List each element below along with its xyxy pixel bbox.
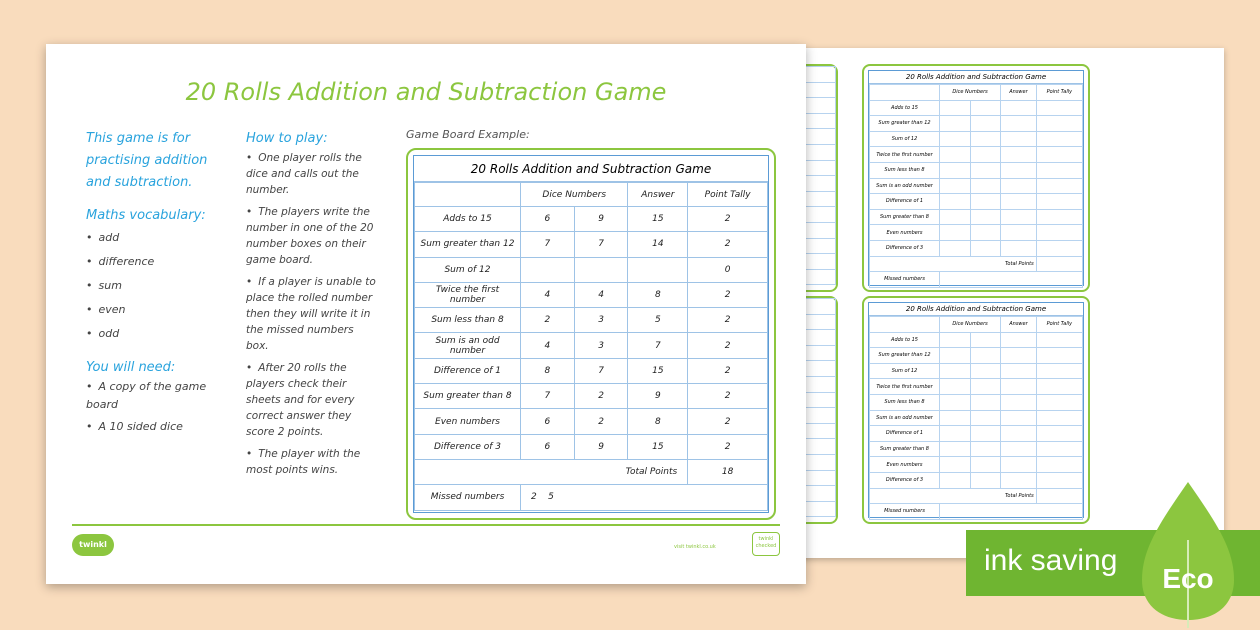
mini-total-label: Total Points: [870, 488, 1037, 504]
mini-empty-cell: [970, 147, 1001, 163]
dice-number-2: 7: [574, 358, 628, 383]
dice-number-2: 3: [574, 333, 628, 358]
dice-number-1: 6: [521, 409, 575, 434]
mini-empty-cell: [1036, 131, 1082, 147]
vocab-item: • odd: [86, 322, 226, 346]
twinkl-logo: twinkl: [72, 534, 114, 556]
mini-empty-cell: [970, 131, 1001, 147]
mini-empty-cell: [1036, 348, 1082, 364]
table-row: [415, 257, 768, 282]
mini-missed-row: [870, 272, 1083, 288]
mini-empty-cell: [1036, 240, 1082, 256]
table-row: [415, 434, 768, 459]
mini-empty-cell: [1001, 363, 1037, 379]
mini-table-row: [870, 131, 1083, 147]
table-row: [415, 384, 768, 409]
header-cell: Point Tally: [688, 183, 768, 207]
header-cell: Dice Numbers: [521, 183, 628, 207]
mini-row-label: Adds to 15: [870, 332, 940, 348]
row-label: Difference of 3: [415, 434, 521, 459]
needs-item: • A 10 sided dice: [86, 418, 226, 436]
table-row: [415, 232, 768, 257]
dice-number-2: [574, 257, 628, 282]
mini-empty-cell: [1001, 147, 1037, 163]
mini-row-label: Sum is an odd number: [870, 178, 940, 194]
mini-empty-cell: [970, 240, 1001, 256]
mini-table-row: [870, 225, 1083, 241]
mini-empty-cell: [1001, 348, 1037, 364]
missed-row: [415, 485, 768, 510]
missed-values: 2 5: [521, 485, 768, 510]
vocab-heading: Maths vocabulary:: [86, 208, 206, 223]
dice-number-2: 2: [574, 384, 628, 409]
mini-table-row: [870, 410, 1083, 426]
answer-cell: 7: [628, 333, 688, 358]
mini-empty-cell: [940, 472, 971, 488]
mini-empty-cell: [940, 272, 1083, 288]
footer-divider: [72, 524, 780, 526]
mini-empty-cell: [940, 504, 1083, 520]
answer-cell: [628, 257, 688, 282]
mini-row-label: Difference of 3: [870, 472, 940, 488]
mini-table-row: [870, 332, 1083, 348]
mini-empty-cell: [940, 332, 971, 348]
mini-header-row: [870, 317, 1083, 333]
answer-cell: 15: [628, 207, 688, 232]
mini-empty-cell: [1036, 363, 1082, 379]
mini-empty-cell: [1036, 147, 1082, 163]
mini-empty-cell: [940, 131, 971, 147]
mini-empty-cell: [970, 332, 1001, 348]
mini-board-title: 20 Rolls Addition and Subtraction Game: [869, 71, 1083, 84]
ink-saving-label: ink saving: [984, 544, 1118, 577]
mini-empty-cell: [1036, 394, 1082, 410]
answer-cell: 8: [628, 282, 688, 307]
mini-table-row: [870, 240, 1083, 256]
dice-number-1: 4: [521, 333, 575, 358]
mini-empty-cell: [1001, 100, 1037, 116]
mini-empty-cell: [1036, 256, 1082, 272]
dice-number-2: 9: [574, 207, 628, 232]
mini-row-label: Difference of 1: [870, 426, 940, 442]
table-row: [415, 282, 768, 307]
mini-empty-cell: [1001, 225, 1037, 241]
mini-empty-cell: [940, 100, 971, 116]
mini-row-label: Sum greater than 12: [870, 116, 940, 132]
mini-empty-cell: [940, 209, 971, 225]
footer-url: visit twinkl.co.uk: [674, 544, 716, 550]
dice-number-2: 9: [574, 434, 628, 459]
mini-empty-cell: [1036, 116, 1082, 132]
answer-cell: 14: [628, 232, 688, 257]
vocab-item: • sum: [86, 274, 226, 298]
mini-row-label: Sum less than 8: [870, 394, 940, 410]
howto-heading: How to play:: [246, 131, 328, 146]
mini-table-row: [870, 116, 1083, 132]
mini-row-label: Twice the first number: [870, 379, 940, 395]
mini-row-label: Difference of 1: [870, 194, 940, 210]
total-label: Total Points: [415, 459, 688, 484]
total-value: 18: [688, 459, 768, 484]
table-row: [415, 358, 768, 383]
mini-empty-cell: [1001, 131, 1037, 147]
row-label: Sum greater than 8: [415, 384, 521, 409]
mini-empty-cell: [1036, 472, 1082, 488]
mini-empty-cell: [1036, 379, 1082, 395]
mini-header-row: [870, 85, 1083, 101]
mini-empty-cell: [970, 363, 1001, 379]
mini-row-label: Sum greater than 12: [870, 348, 940, 364]
mini-empty-cell: [970, 116, 1001, 132]
checked-badge: twinkl checked: [752, 532, 780, 556]
answer-cell: 15: [628, 434, 688, 459]
mini-header-cell: Point Tally: [1036, 85, 1082, 101]
mini-empty-cell: [940, 379, 971, 395]
mini-empty-cell: [1036, 488, 1082, 504]
mini-header-cell: [870, 85, 940, 101]
mini-missed-label: Missed numbers: [870, 272, 940, 288]
mini-empty-cell: [1036, 332, 1082, 348]
mini-table-row: [870, 457, 1083, 473]
dice-number-1: 7: [521, 384, 575, 409]
mini-empty-cell: [1001, 441, 1037, 457]
mini-row-label: Adds to 15: [870, 100, 940, 116]
mini-empty-cell: [1001, 209, 1037, 225]
mini-empty-cell: [940, 394, 971, 410]
eco-leaf-icon: [1138, 480, 1238, 630]
mini-empty-cell: [940, 348, 971, 364]
mini-empty-cell: [1036, 162, 1082, 178]
table-row: [415, 409, 768, 434]
mini-empty-cell: [1036, 225, 1082, 241]
mini-empty-cell: [1001, 379, 1037, 395]
mini-table-row: [870, 348, 1083, 364]
mini-empty-cell: [940, 410, 971, 426]
mini-total-label: Total Points: [870, 256, 1037, 272]
mini-row-label: Sum of 12: [870, 131, 940, 147]
mini-empty-cell: [940, 240, 971, 256]
mini-empty-cell: [970, 441, 1001, 457]
mini-missed-row: [870, 504, 1083, 520]
mini-row-label: Sum greater than 8: [870, 209, 940, 225]
mini-empty-cell: [1001, 240, 1037, 256]
mini-empty-cell: [970, 379, 1001, 395]
row-label: Sum greater than 12: [415, 232, 521, 257]
mini-empty-cell: [970, 348, 1001, 364]
dice-number-1: 2: [521, 308, 575, 333]
mini-total-row: [870, 256, 1083, 272]
tally-cell: 2: [688, 282, 768, 307]
dice-number-1: 4: [521, 282, 575, 307]
game-board: [406, 148, 776, 520]
mini-empty-cell: [940, 194, 971, 210]
step-item: • If a player is unable to place the rolled number then they will write it in the missed numbers box.: [246, 274, 376, 354]
mini-table-row: [870, 162, 1083, 178]
vocab-item: • difference: [86, 250, 226, 274]
table-row: [415, 333, 768, 358]
mini-empty-cell: [1036, 178, 1082, 194]
mini-game-board-bottom: [862, 296, 1090, 524]
mini-table-row: [870, 441, 1083, 457]
row-label: Sum is an odd number: [415, 333, 521, 358]
row-label: Adds to 15: [415, 207, 521, 232]
mini-empty-cell: [1001, 472, 1037, 488]
mini-empty-cell: [970, 472, 1001, 488]
mini-empty-cell: [1036, 410, 1082, 426]
mini-table-row: [870, 209, 1083, 225]
mini-table-row: [870, 194, 1083, 210]
mini-empty-cell: [1036, 426, 1082, 442]
mini-header-cell: Answer: [1001, 317, 1037, 333]
row-label: Even numbers: [415, 409, 521, 434]
mini-empty-cell: [940, 426, 971, 442]
mini-empty-cell: [1001, 178, 1037, 194]
eco-leaf-text: Eco: [1162, 563, 1214, 594]
step-item: • One player rolls the dice and calls out the number.: [246, 150, 376, 198]
dice-number-1: 6: [521, 434, 575, 459]
mini-empty-cell: [970, 426, 1001, 442]
board-example-label: Game Board Example:: [406, 128, 530, 141]
vocab-item: • even: [86, 298, 226, 322]
info-column: [86, 128, 226, 440]
tally-cell: 2: [688, 358, 768, 383]
answer-cell: 8: [628, 409, 688, 434]
mini-empty-cell: [1001, 426, 1037, 442]
mini-empty-cell: [940, 178, 971, 194]
mini-row-label: Even numbers: [870, 225, 940, 241]
step-item: • The players write the number in one of the 20 number boxes on their game board.: [246, 204, 376, 268]
mini-empty-cell: [1001, 116, 1037, 132]
dice-number-2: 3: [574, 308, 628, 333]
mini-empty-cell: [1001, 410, 1037, 426]
board-title: 20 Rolls Addition and Subtraction Game: [414, 156, 768, 182]
mini-empty-cell: [940, 441, 971, 457]
mini-empty-cell: [1036, 194, 1082, 210]
answer-cell: 9: [628, 384, 688, 409]
mini-empty-cell: [940, 225, 971, 241]
mini-empty-cell: [970, 457, 1001, 473]
tally-cell: 2: [688, 333, 768, 358]
mini-row-label: Sum of 12: [870, 363, 940, 379]
tally-cell: 2: [688, 308, 768, 333]
mini-empty-cell: [970, 162, 1001, 178]
mini-row-label: Difference of 3: [870, 240, 940, 256]
dice-number-1: 6: [521, 207, 575, 232]
mini-empty-cell: [1036, 209, 1082, 225]
mini-header-cell: Point Tally: [1036, 317, 1082, 333]
tally-cell: 2: [688, 409, 768, 434]
mini-table-row: [870, 178, 1083, 194]
tally-cell: 2: [688, 384, 768, 409]
mini-header-cell: Dice Numbers: [940, 317, 1001, 333]
mini-empty-cell: [1001, 332, 1037, 348]
mini-empty-cell: [940, 147, 971, 163]
mini-table-row: [870, 100, 1083, 116]
mini-table-row: [870, 147, 1083, 163]
tally-cell: 2: [688, 434, 768, 459]
dice-number-1: 8: [521, 358, 575, 383]
mini-header-cell: Dice Numbers: [940, 85, 1001, 101]
mini-table-row: [870, 379, 1083, 395]
table-row: [415, 207, 768, 232]
howto-column: [246, 128, 376, 484]
dice-number-1: [521, 257, 575, 282]
mini-empty-cell: [970, 194, 1001, 210]
mini-empty-cell: [970, 225, 1001, 241]
answer-cell: 5: [628, 308, 688, 333]
table-row: [415, 308, 768, 333]
mini-row-label: Sum less than 8: [870, 162, 940, 178]
mini-empty-cell: [970, 100, 1001, 116]
mini-empty-cell: [940, 457, 971, 473]
total-row: [415, 459, 768, 484]
mini-game-board-top: [862, 64, 1090, 292]
front-worksheet: [46, 44, 806, 584]
mini-missed-label: Missed numbers: [870, 504, 940, 520]
mini-empty-cell: [970, 410, 1001, 426]
tally-cell: 0: [688, 257, 768, 282]
answer-cell: 15: [628, 358, 688, 383]
mini-table-row: [870, 472, 1083, 488]
tally-cell: 2: [688, 232, 768, 257]
header-cell: Answer: [628, 183, 688, 207]
row-label: Sum of 12: [415, 257, 521, 282]
steps-list: [246, 150, 376, 478]
mini-empty-cell: [1001, 162, 1037, 178]
vocab-list: [86, 226, 226, 346]
mini-empty-cell: [1036, 457, 1082, 473]
mini-empty-cell: [940, 363, 971, 379]
mini-header-cell: Answer: [1001, 85, 1037, 101]
intro-text: This game is for practising addition and subtraction.: [86, 131, 208, 190]
step-item: • After 20 rolls the players check their sheets and for every correct answer they score 2 points.: [246, 360, 376, 440]
needs-item: • A copy of the game board: [86, 378, 226, 414]
mini-table-row: [870, 394, 1083, 410]
vocab-item: • add: [86, 226, 226, 250]
mini-row-label: Even numbers: [870, 457, 940, 473]
mini-empty-cell: [940, 162, 971, 178]
mini-empty-cell: [940, 116, 971, 132]
needs-list: [86, 378, 226, 436]
needs-heading: You will need:: [86, 360, 176, 375]
dice-number-1: 7: [521, 232, 575, 257]
row-label: Sum less than 8: [415, 308, 521, 333]
mini-empty-cell: [1036, 441, 1082, 457]
mini-empty-cell: [970, 178, 1001, 194]
mini-row-label: Sum is an odd number: [870, 410, 940, 426]
mini-table-row: [870, 363, 1083, 379]
table-header-row: [415, 183, 768, 207]
dice-number-2: 4: [574, 282, 628, 307]
mini-empty-cell: [1001, 394, 1037, 410]
mini-row-label: Sum greater than 8: [870, 441, 940, 457]
mini-row-label: Twice the first number: [870, 147, 940, 163]
mini-empty-cell: [970, 394, 1001, 410]
dice-number-2: 2: [574, 409, 628, 434]
game-table: [414, 182, 768, 511]
step-item: • The player with the most points wins.: [246, 446, 376, 478]
mini-empty-cell: [1001, 194, 1037, 210]
page-title: 20 Rolls Addition and Subtraction Game: [185, 78, 667, 106]
row-label: Twice the first number: [415, 282, 521, 307]
mini-total-row: [870, 488, 1083, 504]
mini-board-title: 20 Rolls Addition and Subtraction Game: [869, 303, 1083, 316]
row-label: Difference of 1: [415, 358, 521, 383]
mini-empty-cell: [1001, 457, 1037, 473]
mini-empty-cell: [1036, 100, 1082, 116]
missed-label: Missed numbers: [415, 485, 521, 510]
dice-number-2: 7: [574, 232, 628, 257]
header-cell: [415, 183, 521, 207]
mini-header-cell: [870, 317, 940, 333]
mini-empty-cell: [970, 209, 1001, 225]
tally-cell: 2: [688, 207, 768, 232]
mini-table-row: [870, 426, 1083, 442]
